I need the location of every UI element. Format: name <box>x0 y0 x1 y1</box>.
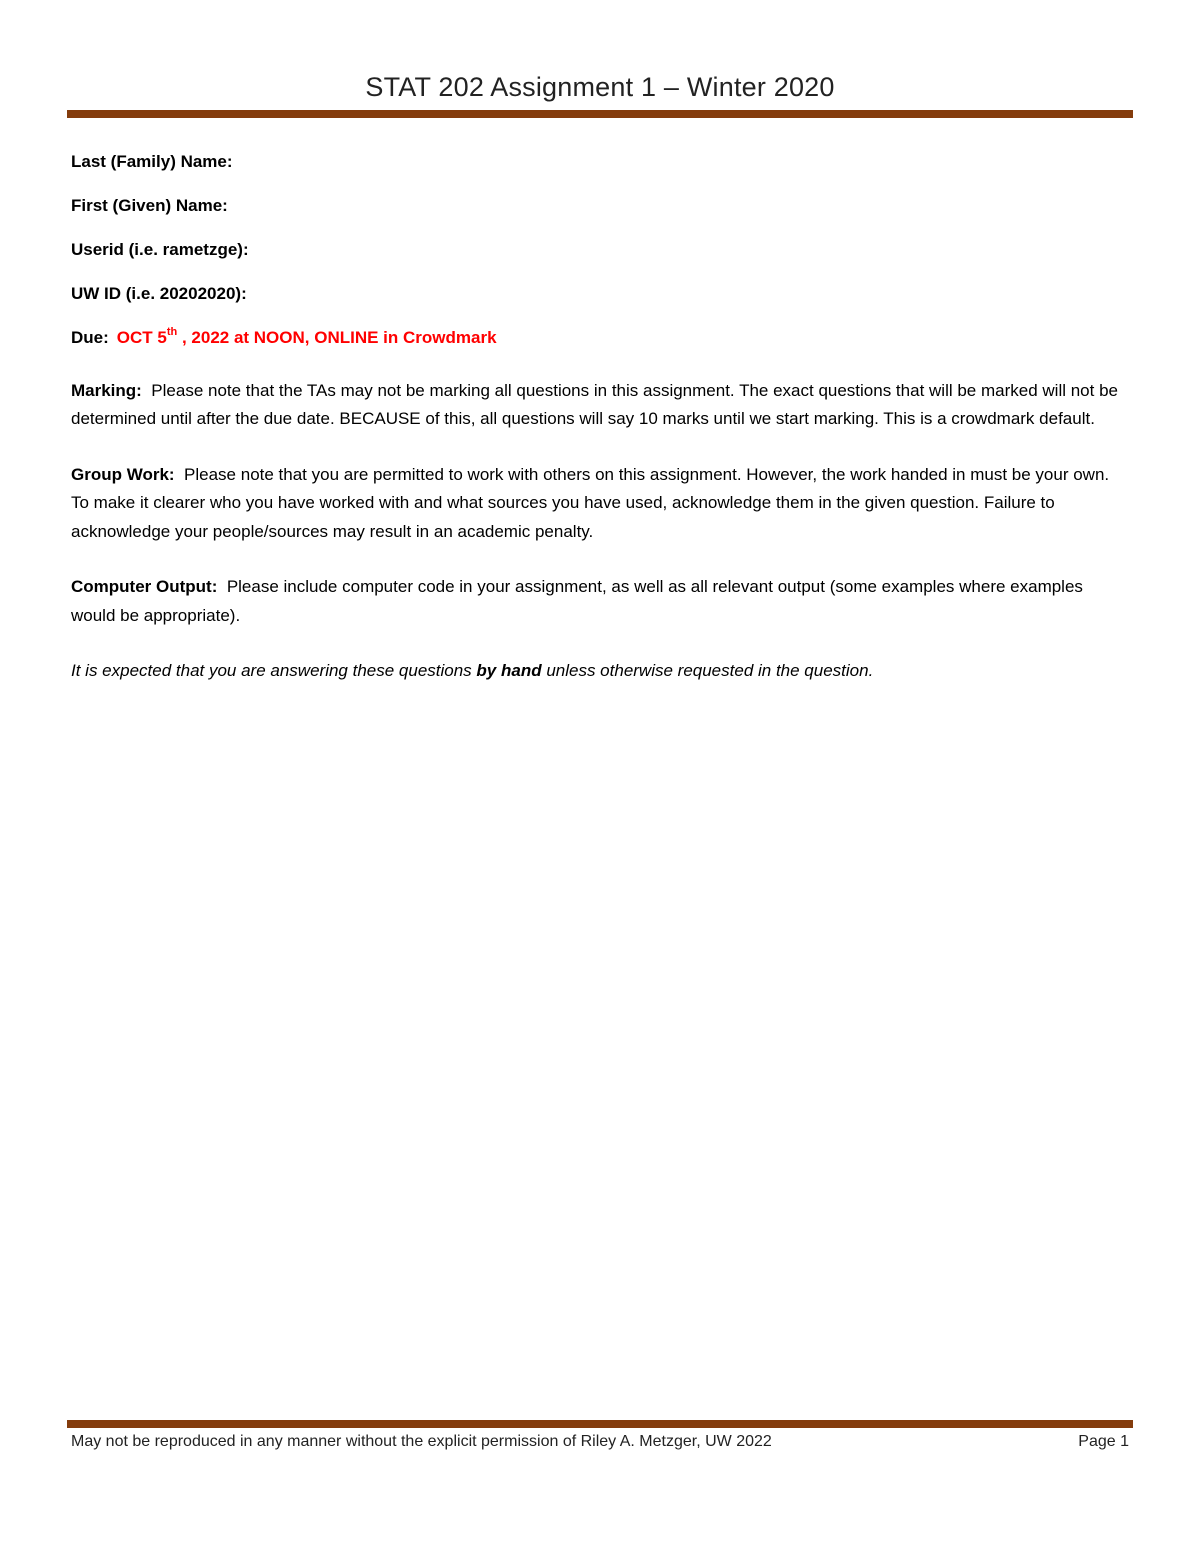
marking-heading: Marking: <box>71 380 142 400</box>
first-name-field: First (Given) Name: <box>71 196 228 215</box>
due-date-post: , 2022 at NOON, ONLINE in Crowdmark <box>177 328 497 347</box>
by-hand-note <box>71 657 1131 686</box>
computer-output-section <box>71 573 1131 630</box>
due-date-sup: th <box>166 326 178 338</box>
due-label: Due: <box>71 328 109 347</box>
userid-field: Userid (i.e. rametzge): <box>71 240 249 259</box>
computer-output-text: Please include computer code in your assignment, as well as all relevant output (some examples where examples would be appropriate). <box>71 577 1083 625</box>
note-pre: It is expected that you are answering these questions <box>71 661 477 680</box>
page-footer <box>71 1433 1129 1451</box>
marking-section <box>71 377 1131 434</box>
computer-output-heading: Computer Output: <box>71 577 218 596</box>
header-rule <box>67 110 1133 118</box>
document-title: STAT 202 Assignment 1 – Winter 2020 <box>365 72 835 102</box>
marking-text: Please note that the TAs may not be marking all questions in this assignment. The exact questions that will be marked will not be determined until after the due date. BECAUSE of this, all questions will say 10 marks until we start marking. This is a crowdmark default. <box>71 380 1118 428</box>
group-work-heading: Group Work: <box>71 464 175 484</box>
note-post: unless otherwise requested in the question. <box>541 661 874 680</box>
footer-copyright: May not be reproduced in any manner without the explicit permission of Riley A. Metzger, UW 2022 <box>71 1433 772 1450</box>
document-body <box>71 148 1131 686</box>
uwid-field: UW ID (i.e. 20202020): <box>71 284 247 303</box>
note-bold: by hand <box>476 661 542 680</box>
footer-rule <box>67 1420 1133 1428</box>
group-work-text: Please note that you are permitted to work with others on this assignment. However, the work handed in must be your own. To make it clearer who you have worked with and what sources you have used, acknowledge them in the given question. Failure to acknowledge your people/sources may result in an academic penalty. <box>71 464 1110 541</box>
page-number: Page 1 <box>1078 1433 1129 1450</box>
due-line <box>71 324 1131 353</box>
due-value <box>117 328 497 347</box>
last-name-field: Last (Family) Name: <box>71 152 233 171</box>
due-date-pre: OCT 5 <box>116 328 167 347</box>
group-work-section <box>71 461 1131 547</box>
